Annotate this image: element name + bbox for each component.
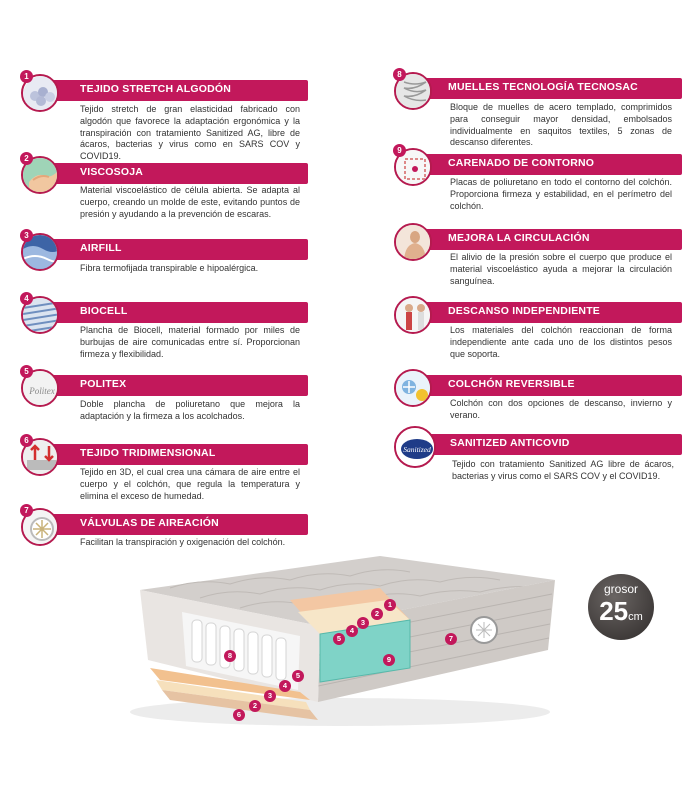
feature-number-badge: 1 bbox=[20, 70, 33, 83]
feature-number-badge: 2 bbox=[20, 152, 33, 165]
mattress-marker-3: 3 bbox=[357, 617, 369, 629]
feature-title: BIOCELL bbox=[80, 305, 128, 317]
thickness-unit: cm bbox=[628, 611, 643, 623]
feature-number-badge: 5 bbox=[20, 365, 33, 378]
mattress-marker-2: 2 bbox=[371, 608, 383, 620]
feature-description: Placas de poliuretano en todo el contorno del colchón. Proporciona firmeza y estabilidad, en el perímetro del colchón. bbox=[450, 177, 672, 211]
feature-title: VÁLVULAS DE AIREACIÓN bbox=[80, 517, 219, 529]
feature-description: Tejido stretch de gran elasticidad fabricado con algodón que favorece la adaptación ergonómica y la transpiración con tratamiento Sanitized AG, libre de ácaros, bacterias y virus como en SARS COV y COVID19. bbox=[80, 104, 300, 162]
mattress-marker-6: 6 bbox=[233, 709, 245, 721]
mattress-marker-4b: 4 bbox=[279, 680, 291, 692]
mattress-marker-1: 1 bbox=[384, 599, 396, 611]
feature-description: Tejido en 3D, el cual crea una cámara de aire entre el cuerpo y el colchón, que regula la temperatura y elimina el exceso de humedad. bbox=[80, 467, 300, 501]
thickness-label: grosor bbox=[603, 582, 638, 596]
feature-title: TEJIDO STRETCH ALGODÓN bbox=[80, 83, 232, 95]
mattress-marker-4: 4 bbox=[346, 625, 358, 637]
feature-title: TEJIDO TRIDIMENSIONAL bbox=[80, 447, 216, 459]
thickness-value: 25 bbox=[599, 596, 629, 626]
feature-number-badge: 9 bbox=[393, 144, 406, 157]
feature-description: El alivio de la presión sobre el cuerpo que produce el material viscoelástico ayuda a mejorar la circulación sanguínea. bbox=[450, 252, 672, 286]
feature-description: Fibra termofijada transpirable e hipoalérgica. bbox=[80, 263, 259, 273]
mattress-marker-9: 9 bbox=[383, 654, 395, 666]
feature-title: AIRFILL bbox=[80, 242, 122, 254]
feature-description: Los materiales del colchón reaccionan de forma independiente ante cada uno de los distintos pesos que soporta. bbox=[450, 325, 672, 359]
feature-title: COLCHÓN REVERSIBLE bbox=[448, 378, 575, 390]
feature-number-badge: 7 bbox=[20, 504, 33, 517]
sanitized-logo-text: Sanitized bbox=[403, 445, 431, 454]
mattress-marker-8: 8 bbox=[224, 650, 236, 662]
feature-title: VISCOSOJA bbox=[80, 166, 144, 178]
feature-description: Facilitan la transpiración y oxigenación del colchón. bbox=[80, 537, 286, 547]
thickness-value-wrap bbox=[588, 596, 654, 627]
feature-description: Plancha de Biocell, material formado por miles de burbujas de aire comunicadas entre sí. Proporcionan firmeza y flexibilidad. bbox=[80, 325, 300, 359]
feature-title: DESCANSO INDEPENDIENTE bbox=[448, 305, 601, 317]
feature-description: Tejido con tratamiento Sanitized AG libre de ácaros, bacterias y virus como el SARS COV y el COVID19. bbox=[452, 459, 674, 481]
feature-description: Bloque de muelles de acero templado, comprimidos para conseguir mayor densidad, embolsados individualmente en saquitos textiles, 5 zonas de descanso diferentes. bbox=[450, 102, 672, 148]
feature-description: Material viscoelástico de célula abierta. Se adapta al cuerpo, creando un molde de este, evitando puntos de presión y ayudando a la prevención de escaras. bbox=[80, 185, 300, 219]
feature-number-badge: 3 bbox=[20, 229, 33, 242]
feature-description: Colchón con dos opciones de descanso, invierno y verano. bbox=[450, 398, 672, 420]
thickness-badge bbox=[588, 574, 654, 640]
feature-number-badge: 6 bbox=[20, 434, 33, 447]
mattress-marker-5b: 5 bbox=[292, 670, 304, 682]
feature-title: SANITIZED ANTICOVID bbox=[450, 437, 570, 449]
mattress-marker-2b: 2 bbox=[249, 700, 261, 712]
feature-title: POLITEX bbox=[80, 378, 127, 390]
mattress-marker-5: 5 bbox=[333, 633, 345, 645]
mattress-marker-3b: 3 bbox=[264, 690, 276, 702]
feature-number-badge: 4 bbox=[20, 292, 33, 305]
feature-title: MUELLES TECNOLOGÍA TECNOSAC bbox=[448, 81, 638, 93]
feature-title: CARENADO DE CONTORNO bbox=[448, 157, 595, 169]
mattress-marker-7: 7 bbox=[445, 633, 457, 645]
feature-description: Doble plancha de poliuretano que mejora la adaptación y la firmeza a los acolchados. bbox=[80, 399, 300, 421]
feature-number-badge: 8 bbox=[393, 68, 406, 81]
politex-logo-text: Politex bbox=[29, 386, 55, 396]
feature-title: MEJORA LA CIRCULACIÓN bbox=[448, 232, 590, 244]
